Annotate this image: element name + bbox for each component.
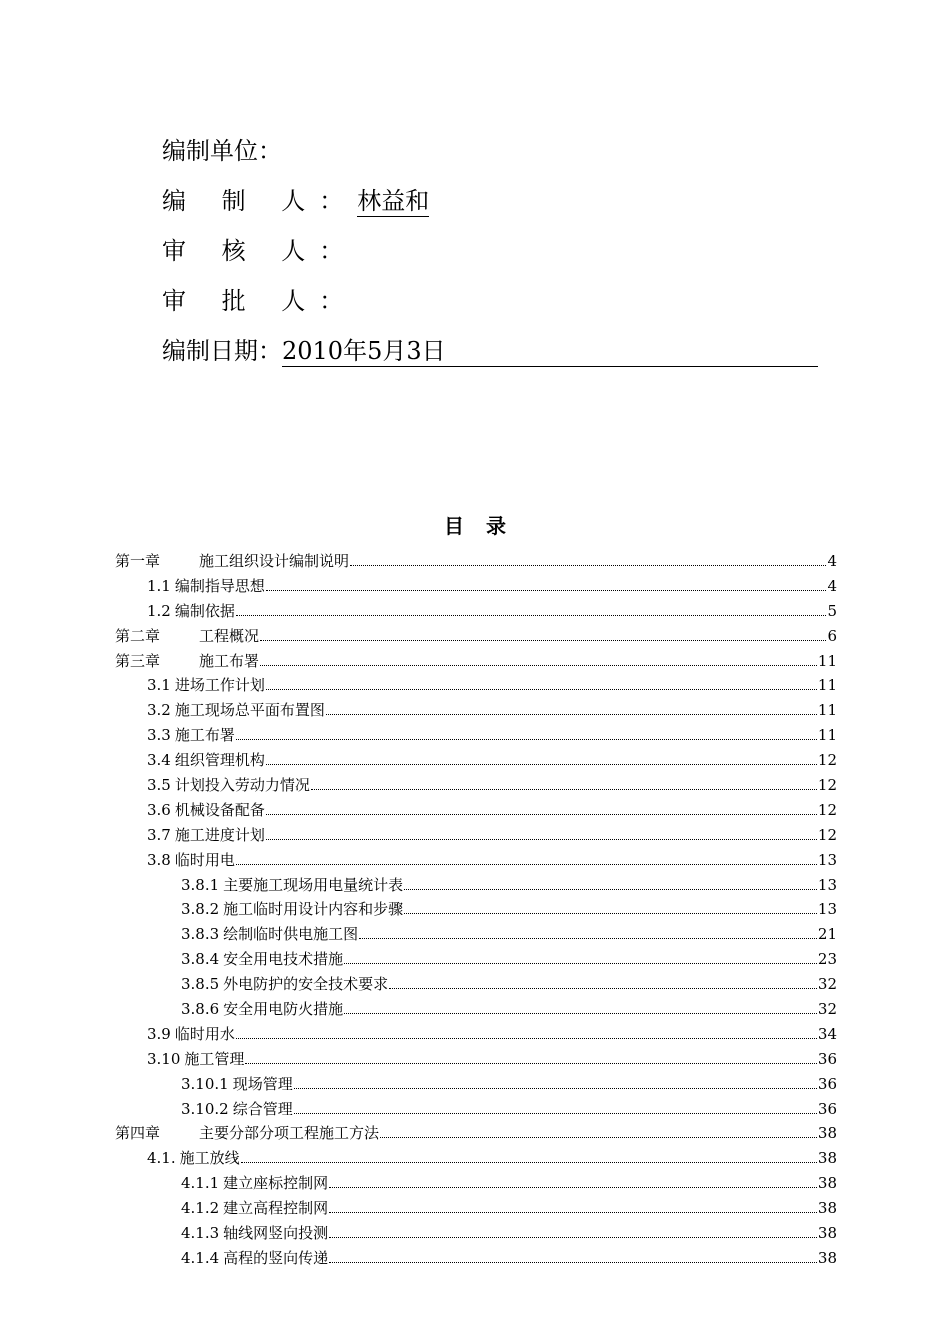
toc-page-number: 38 bbox=[817, 1174, 837, 1193]
toc-page-number: 38 bbox=[817, 1124, 837, 1143]
toc-entry[interactable] bbox=[115, 599, 837, 624]
toc-entry-number: 3.7 bbox=[147, 825, 171, 844]
toc-page-number: 38 bbox=[817, 1224, 837, 1243]
toc-entry-number: 第二章 bbox=[115, 626, 161, 645]
toc-entry-number: 第一章 bbox=[115, 552, 161, 570]
toc-page-number: 23 bbox=[817, 950, 837, 969]
toc-entry-title: 计划投入劳动力情况 bbox=[174, 776, 310, 795]
toc-entry-number: 4.1.4 bbox=[181, 1248, 220, 1267]
toc-page-number: 21 bbox=[817, 925, 837, 944]
toc-entry-title: 施工管理 bbox=[184, 1049, 245, 1068]
toc-entry[interactable] bbox=[115, 649, 837, 674]
toc-dot-leader bbox=[266, 688, 817, 690]
toc-entry-title: 绘制临时供电施工图 bbox=[223, 925, 359, 944]
toc-entry-number: 第三章 bbox=[115, 651, 161, 670]
toc-entry[interactable] bbox=[115, 1146, 837, 1171]
date-line bbox=[162, 333, 842, 383]
toc-dot-leader bbox=[236, 1037, 817, 1039]
toc-entry-number: 3.8 bbox=[147, 850, 171, 869]
toc-dot-leader bbox=[329, 1186, 817, 1188]
toc-entry-title: 施工放线 bbox=[179, 1149, 240, 1168]
toc-page-number: 11 bbox=[817, 676, 837, 695]
toc-entry-title: 编制指导思想 bbox=[174, 576, 265, 595]
toc-entry[interactable] bbox=[115, 549, 837, 574]
toc-entry-number: 3.9 bbox=[147, 1024, 171, 1043]
preparer-name: 林益和 bbox=[357, 187, 430, 215]
unit-line bbox=[162, 133, 842, 183]
toc-dot-leader bbox=[329, 1261, 817, 1263]
toc-page-number: 12 bbox=[817, 776, 837, 795]
toc-page-number: 34 bbox=[817, 1024, 837, 1043]
toc-entry-number: 3.8.4 bbox=[181, 950, 220, 969]
date-label: 编制日期： bbox=[162, 337, 282, 365]
toc-page-number: 38 bbox=[817, 1248, 837, 1267]
toc-page-number: 13 bbox=[817, 850, 837, 869]
toc-page-number: 36 bbox=[817, 1099, 837, 1118]
toc-entry[interactable] bbox=[115, 972, 837, 997]
toc-entry-title: 建立高程控制网 bbox=[223, 1199, 329, 1218]
toc-entry[interactable] bbox=[115, 723, 837, 748]
toc-page-number: 12 bbox=[817, 825, 837, 844]
toc-dot-leader bbox=[236, 863, 817, 865]
cover-info-block bbox=[162, 133, 842, 383]
toc-entry[interactable] bbox=[115, 1196, 837, 1221]
toc-entry-title: 综合管理 bbox=[232, 1099, 293, 1118]
toc-entry-title: 组织管理机构 bbox=[174, 751, 265, 770]
toc-entry[interactable] bbox=[115, 1121, 837, 1146]
toc-entry[interactable] bbox=[115, 897, 837, 922]
date-value: 2010年5月3日 bbox=[282, 336, 818, 367]
toc-entry-number: 1.1 bbox=[147, 576, 171, 595]
toc-dot-leader bbox=[404, 912, 817, 914]
toc-dot-leader bbox=[236, 738, 817, 740]
toc-entry[interactable] bbox=[115, 673, 837, 698]
toc-entry-title: 机械设备配备 bbox=[174, 800, 265, 819]
preparer-line bbox=[162, 183, 842, 233]
toc-entry-number: 4.1. bbox=[147, 1149, 176, 1168]
toc-page-number: 5 bbox=[827, 601, 837, 620]
toc-entry-title: 施工进度计划 bbox=[174, 825, 265, 844]
toc-dot-leader bbox=[266, 838, 817, 840]
toc-entry-title: 工程概况 bbox=[199, 626, 260, 645]
toc-page-number: 38 bbox=[817, 1149, 837, 1168]
toc-entry-number: 4.1.1 bbox=[181, 1174, 220, 1193]
reviewer-label: 审 核 人： bbox=[162, 237, 358, 265]
toc-entry-title: 安全用电防火措施 bbox=[223, 1000, 344, 1019]
toc-entry-number: 3.10.1 bbox=[181, 1074, 229, 1093]
toc-entry-title: 主要分部分项工程施工方法 bbox=[199, 1124, 380, 1143]
toc-entry-number: 3.8.2 bbox=[181, 900, 220, 919]
toc-entry[interactable] bbox=[115, 798, 837, 823]
toc-entry[interactable] bbox=[115, 574, 837, 599]
toc-page-number: 12 bbox=[817, 800, 837, 819]
toc-page-number: 4 bbox=[827, 576, 837, 595]
toc-entry-number: 3.10.2 bbox=[181, 1099, 229, 1118]
toc-dot-leader bbox=[294, 1087, 817, 1089]
approver-label: 审 批 人： bbox=[162, 287, 358, 315]
toc-entry-number: 3.8.1 bbox=[181, 875, 220, 894]
toc-page-number: 11 bbox=[817, 726, 837, 745]
toc-entry-number: 4.1.2 bbox=[181, 1199, 220, 1218]
toc-page-number: 11 bbox=[817, 701, 837, 720]
toc-page-number: 38 bbox=[817, 1199, 837, 1218]
toc-entry-title: 临时用水 bbox=[174, 1024, 235, 1043]
toc-entry-title: 高程的竖向传递 bbox=[223, 1248, 329, 1267]
toc-entry[interactable] bbox=[115, 624, 837, 649]
toc-entry[interactable] bbox=[115, 698, 837, 723]
toc-entry[interactable] bbox=[115, 748, 837, 773]
toc-page-number: 6 bbox=[827, 626, 837, 645]
toc-entry-number: 3.3 bbox=[147, 726, 171, 745]
toc-dot-leader bbox=[359, 937, 817, 939]
toc-entry[interactable] bbox=[115, 1246, 837, 1271]
toc-dot-leader bbox=[344, 1012, 817, 1014]
toc-page-number: 36 bbox=[817, 1074, 837, 1093]
toc-entry-title: 编制依据 bbox=[174, 601, 235, 620]
toc-page-number: 32 bbox=[817, 975, 837, 994]
toc-dot-leader bbox=[266, 813, 817, 815]
toc-entry-title: 外电防护的安全技术要求 bbox=[223, 975, 389, 994]
approver-line bbox=[162, 283, 842, 333]
toc-dot-leader bbox=[245, 1062, 816, 1064]
toc-entry-number: 3.8.3 bbox=[181, 925, 220, 944]
toc-entry-title: 安全用电技术措施 bbox=[223, 950, 344, 969]
toc-page-number: 12 bbox=[817, 751, 837, 770]
toc-entry-title: 施工组织设计编制说明 bbox=[199, 552, 350, 570]
toc-entry[interactable] bbox=[115, 773, 837, 798]
toc-entry[interactable] bbox=[115, 997, 837, 1022]
toc-entry-title: 主要施工现场用电量统计表 bbox=[223, 875, 404, 894]
toc-entry-title: 轴线网竖向投测 bbox=[223, 1224, 329, 1243]
toc-dot-leader bbox=[344, 962, 817, 964]
toc-dot-leader bbox=[266, 763, 817, 765]
toc-page-number: 36 bbox=[817, 1049, 837, 1068]
toc-entry[interactable] bbox=[115, 1047, 837, 1072]
toc-entry[interactable] bbox=[115, 1221, 837, 1246]
toc-dot-leader bbox=[380, 1136, 817, 1138]
toc-entry[interactable] bbox=[115, 848, 837, 873]
toc-dot-leader bbox=[236, 614, 827, 616]
toc-entry-number: 3.8.5 bbox=[181, 975, 220, 994]
toc-entry-number: 3.1 bbox=[147, 676, 171, 695]
toc-entry-number: 3.2 bbox=[147, 701, 171, 720]
toc-entry-number: 3.5 bbox=[147, 776, 171, 795]
toc-entry[interactable] bbox=[115, 823, 837, 848]
toc-entry[interactable] bbox=[115, 922, 837, 947]
toc-entry[interactable] bbox=[115, 1171, 837, 1196]
toc-page-number: 11 bbox=[817, 651, 837, 670]
toc-title: 目录 bbox=[444, 514, 528, 538]
toc-entry-title: 现场管理 bbox=[232, 1074, 293, 1093]
toc-entry-number: 3.6 bbox=[147, 800, 171, 819]
toc-entry[interactable] bbox=[115, 947, 837, 972]
toc-entry-title: 施工布署 bbox=[199, 651, 260, 670]
toc-entry-number: 第四章 bbox=[115, 1124, 161, 1143]
toc-dot-leader bbox=[389, 987, 817, 989]
toc-entry[interactable] bbox=[115, 1072, 837, 1097]
toc-dot-leader bbox=[329, 1211, 817, 1213]
preparer-label: 编 制 人： bbox=[162, 187, 358, 215]
toc-dot-leader bbox=[241, 1161, 817, 1163]
toc-dot-leader bbox=[311, 788, 817, 790]
toc-dot-leader bbox=[326, 713, 817, 715]
toc-dot-leader bbox=[260, 664, 817, 666]
toc-entry-number: 4.1.3 bbox=[181, 1224, 220, 1243]
toc-entry-title: 施工布署 bbox=[174, 726, 235, 745]
toc-dot-leader bbox=[350, 564, 826, 566]
toc-entry-number: 3.4 bbox=[147, 751, 171, 770]
unit-label: 编制单位： bbox=[162, 137, 282, 165]
toc-entry-number: 1.2 bbox=[147, 601, 171, 620]
reviewer-line bbox=[162, 233, 842, 283]
toc-entry-title: 建立座标控制网 bbox=[223, 1174, 329, 1193]
toc-page-number: 13 bbox=[817, 875, 837, 894]
toc-page-number: 32 bbox=[817, 1000, 837, 1019]
toc-entry-title: 进场工作计划 bbox=[174, 676, 265, 695]
toc-dot-leader bbox=[294, 1112, 817, 1114]
toc-entry[interactable] bbox=[115, 873, 837, 898]
toc-entry[interactable] bbox=[115, 1022, 837, 1047]
table-of-contents bbox=[115, 549, 837, 1271]
toc-dot-leader bbox=[266, 589, 827, 591]
toc-entry-title: 施工临时用设计内容和步骤 bbox=[223, 900, 404, 919]
toc-entry-title: 临时用电 bbox=[174, 850, 235, 869]
toc-dot-leader bbox=[329, 1236, 817, 1238]
toc-dot-leader bbox=[260, 639, 826, 641]
toc-dot-leader bbox=[404, 888, 817, 890]
toc-page-number: 13 bbox=[817, 900, 837, 919]
toc-entry[interactable] bbox=[115, 1097, 837, 1122]
toc-entry-number: 3.8.6 bbox=[181, 1000, 220, 1019]
toc-entry-title: 施工现场总平面布置图 bbox=[174, 701, 325, 720]
toc-page-number: 4 bbox=[827, 552, 837, 570]
toc-entry-number: 3.10 bbox=[147, 1049, 181, 1068]
